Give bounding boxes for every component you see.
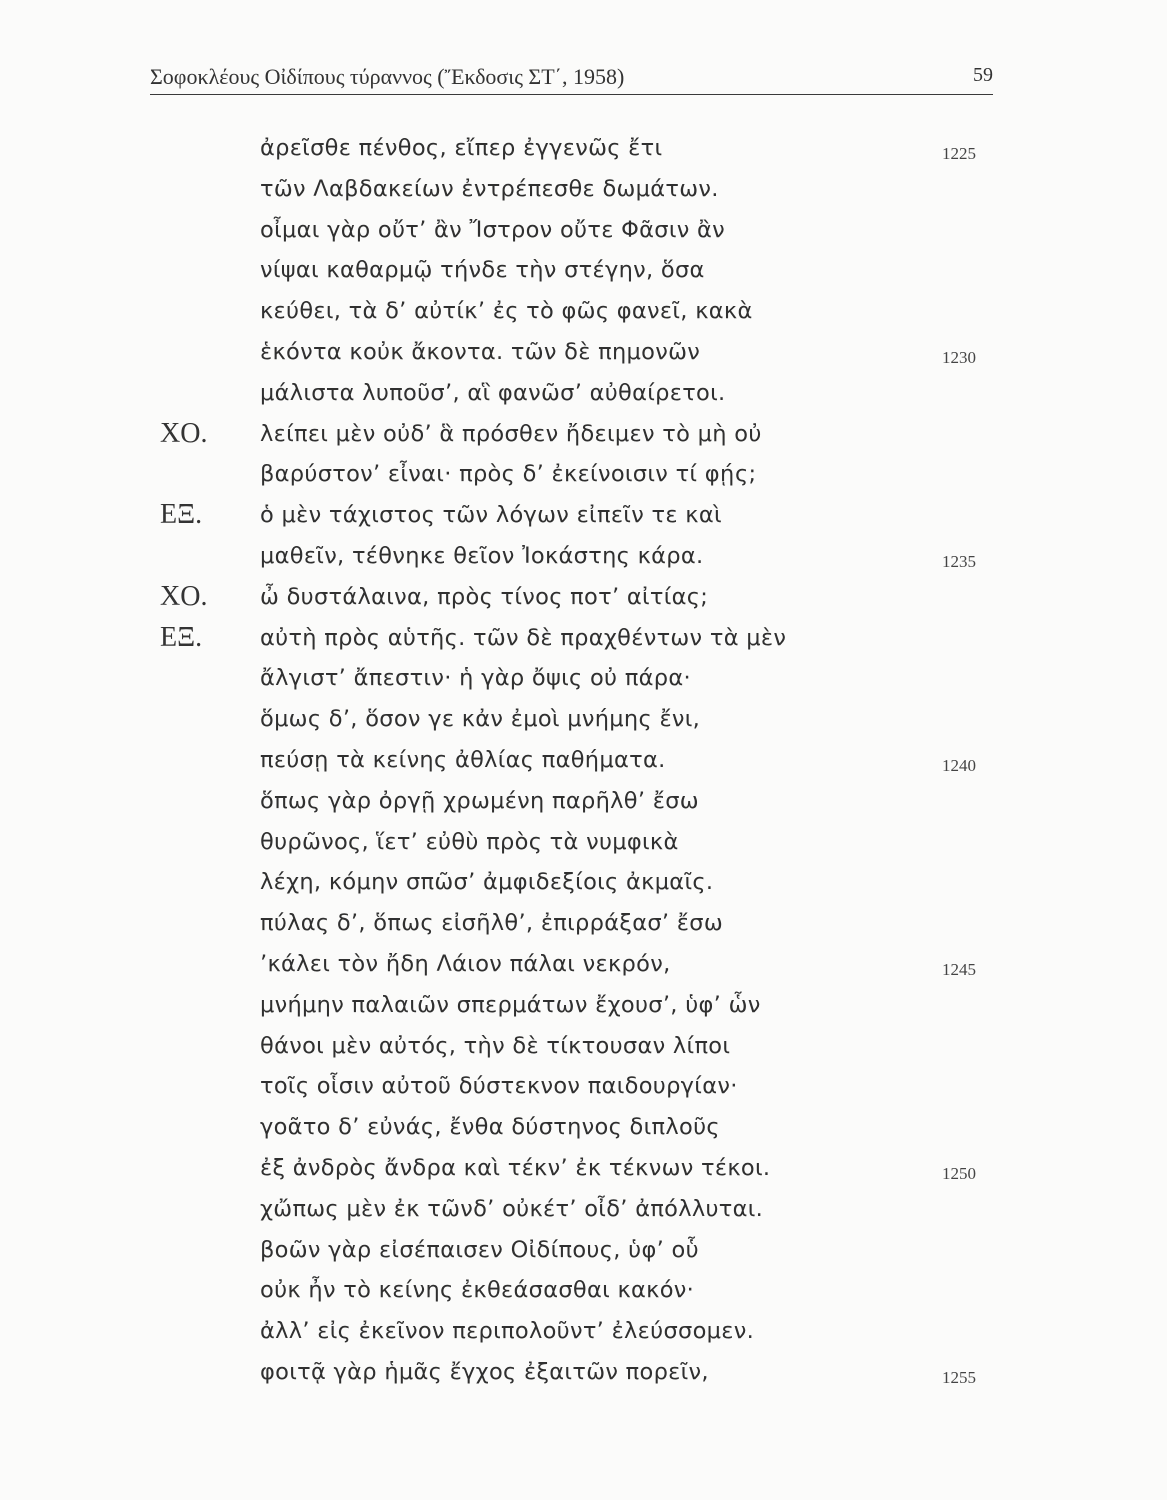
line-number: 1225	[942, 144, 976, 163]
verse-text: βοῶν γὰρ εἰσέπαισεν Οἰδίπους, ὑφ’ οὗ	[260, 1236, 699, 1263]
verse-line	[0, 332, 1167, 373]
verse-text: ὅπως γὰρ ὀργῇ χρωμένη παρῆλθ’ ἔσω	[260, 787, 699, 814]
verse-text: κεύθει, τὰ δ’ αὐτίκ’ ἐς τὸ φῶς φανεῖ, κακὰ	[260, 298, 753, 325]
verse-text: ’κάλει τὸν ἤδη Λάιον πάλαι νεκρόν,	[260, 950, 671, 977]
verse-text: μαθεῖν, τέθνηκε θεῖον Ἰοκάστης κάρα.	[260, 542, 704, 569]
speaker-label: ΕΞ.	[160, 621, 203, 653]
speaker-label: ΧΟ.	[160, 580, 208, 612]
line-number: 1255	[942, 1367, 976, 1387]
verse-line	[0, 536, 1167, 577]
verse-text: οὐκ ἦν τὸ κείνης ἐκθεάσασθαι κακόν·	[260, 1277, 695, 1304]
verse-text: ἐξ ἀνδρὸς ἄνδρα καὶ τέκν’ ἐκ τέκνων τέκοι.	[260, 1154, 771, 1181]
verse-text: θυρῶνος, ἵετ’ εὐθὺ πρὸς τὰ νυμφικὰ	[260, 828, 679, 855]
verse-line	[0, 291, 1167, 332]
verse-line	[0, 577, 1167, 618]
verse-text: ὅμως δ’, ὅσον γε κἀν ἐμοὶ μνήμης ἔνι,	[260, 706, 701, 733]
verse-text: λέχη, κόμην σπῶσ’ ἀμφιδεξίοις ἀκμαῖς.	[260, 869, 714, 896]
verse-line	[0, 128, 1167, 169]
line-number: 1250	[942, 1163, 976, 1183]
verse-line	[0, 1066, 1167, 1107]
verse-line	[0, 740, 1167, 781]
page-number: 59	[973, 64, 993, 86]
line-number: 1230	[942, 347, 976, 367]
verse-text: μάλιστα λυποῦσ’, αἳ φανῶσ’ αὐθαίρετοι.	[260, 379, 726, 406]
verse-text: φοιτᾷ γὰρ ἡμᾶς ἔγχος ἐξαιτῶν πορεῖν,	[260, 1358, 709, 1385]
verse-line	[0, 699, 1167, 740]
verse-line	[0, 210, 1167, 251]
verse-text: ἑκόντα κοὐκ ἄκοντα. τῶν δὲ πημονῶν	[260, 338, 701, 365]
verse-text: νίψαι καθαρμῷ τήνδε τὴν στέγην, ὅσα	[260, 257, 705, 284]
verse-text: αὐτὴ πρὸς αὑτῆς. τῶν δὲ πραχθέντων τὰ μὲν	[260, 624, 787, 651]
verse-text: ὦ δυστάλαινα, πρὸς τίνος ποτ’ αἰτίας;	[260, 583, 709, 610]
verse-text: βαρύστον’ εἶναι· πρὸς δ’ ἐκείνοισιν τί φῄς;	[260, 461, 757, 488]
verse-line	[0, 1026, 1167, 1067]
verse-line	[0, 862, 1167, 903]
verse-line	[0, 373, 1167, 414]
verse-block	[0, 128, 1167, 1393]
verse-text: ἄλγιστ’ ἄπεστιν· ἡ γὰρ ὄψις οὐ πάρα·	[260, 665, 691, 692]
verse-line	[0, 414, 1167, 455]
verse-text: ἀρεῖσθε πένθος, εἴπερ ἐγγενῶς ἔτι	[260, 135, 663, 161]
speaker-label: ΧΟ.	[160, 417, 208, 449]
verse-line	[0, 1189, 1167, 1230]
verse-line	[0, 618, 1167, 659]
verse-line	[0, 250, 1167, 291]
verse-line	[0, 1107, 1167, 1148]
verse-text: τῶν Λαβδακείων ἐντρέπεσθε δωμάτων.	[260, 175, 719, 202]
speaker-label: ΕΞ.	[160, 499, 203, 531]
verse-text: οἶμαι γὰρ οὔτ’ ἂν Ἴστρον οὔτε Φᾶσιν ἂν	[260, 216, 726, 243]
verse-text: ὁ μὲν τάχιστος τῶν λόγων εἰπεῖν τε καὶ	[260, 502, 722, 529]
verse-text: λείπει μὲν οὐδ’ ἃ πρόσθεν ἤδειμεν τὸ μὴ οὐ	[260, 420, 762, 447]
line-number: 1240	[942, 755, 976, 775]
verse-line	[0, 1270, 1167, 1311]
verse-text: πύλας δ’, ὅπως εἰσῆλθ’, ἐπιρράξασ’ ἔσω	[260, 910, 723, 937]
verse-line	[0, 1311, 1167, 1352]
line-number: 1235	[942, 551, 976, 571]
verse-line	[0, 495, 1167, 536]
verse-text: τοῖς οἷσιν αὐτοῦ δύστεκνον παιδουργίαν·	[260, 1073, 738, 1100]
verse-text: θάνοι μὲν αὐτός, τὴν δὲ τίκτουσαν λίποι	[260, 1032, 731, 1059]
verse-line	[0, 903, 1167, 944]
verse-text: ἀλλ’ εἰς ἐκεῖνον περιπολοῦντ’ ἐλεύσσομεν.	[260, 1318, 755, 1345]
running-title: Σοφοκλέους Οἰδίπους τύραννος (Ἔκδοσις ΣΤ΄, 1958)	[150, 64, 625, 89]
verse-line	[0, 985, 1167, 1026]
verse-line	[0, 169, 1167, 210]
verse-line	[0, 944, 1167, 985]
verse-text: μνήμην παλαιῶν σπερμάτων ἔχουσ’, ὑφ’ ὧν	[260, 991, 761, 1018]
verse-text: γοᾶτο δ’ εὐνάς, ἔνθα δύστηνος διπλοῦς	[260, 1114, 720, 1141]
verse-line	[0, 781, 1167, 822]
verse-line	[0, 1148, 1167, 1189]
line-number: 1245	[942, 959, 976, 979]
verse-text: πεύσῃ τὰ κείνης ἀθλίας παθήματα.	[260, 746, 666, 773]
verse-line	[0, 822, 1167, 863]
verse-line	[0, 1230, 1167, 1271]
verse-line	[0, 1352, 1167, 1393]
verse-line	[0, 454, 1167, 495]
page-header	[150, 58, 993, 95]
verse-line	[0, 658, 1167, 699]
verse-text: χὤπως μὲν ἐκ τῶνδ’ οὐκέτ’ οἶδ’ ἀπόλλυται.	[260, 1195, 764, 1222]
